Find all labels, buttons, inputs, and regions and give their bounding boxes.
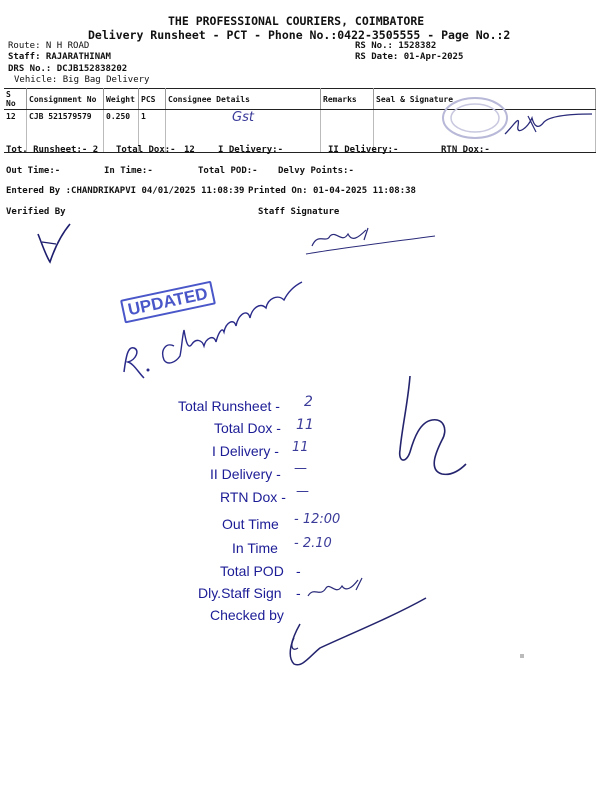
col-consignment: Consignment No [27,89,104,110]
verified-by: Verified By [6,207,66,217]
summary-checked-by-label: Checked by [210,607,284,623]
col-remarks: Remarks [321,89,374,110]
updated-stamp: UPDATED [120,281,216,324]
col-pcs: PCS [139,89,166,110]
summary-ii-delivery-label: II Delivery - [210,466,281,482]
summary-total-dox-label: Total Dox - [214,420,281,436]
in-time: In Time:- [104,166,153,176]
summary-rtn-dox-value: — [296,484,309,499]
route-label: Route: N H ROAD [8,41,90,51]
runsheet-title: Delivery Runsheet - PCT - Phone No.:0422-3505555 - Page No.:2 [88,28,511,42]
col-sno: S No [4,89,27,110]
staff-signature-label: Staff Signature [258,207,340,217]
summary-total-pod-label: Total POD [220,563,284,579]
seal-stamp-signature [420,96,595,146]
tot-runsheet: Tot. Runsheet:- 2 [6,145,99,155]
summary-in-time-value: - 2.10 [294,536,332,551]
cell-weight: 0.250 [104,110,139,153]
verified-by-signature [30,222,80,264]
col-weight: Weight [104,89,139,110]
col-consignee: Consignee Details [166,89,321,110]
delvy-points: Delvy Points:- [278,166,354,176]
handwritten-consignee: Gst [232,110,254,125]
staff-signature-mark [300,222,440,272]
rs-date-label: RS Date: 01-Apr-2025 [355,52,464,62]
out-time: Out Time:- [6,166,61,176]
col-seal: Seal & Signature [374,89,596,110]
i-delivery: I Delivery:- [218,145,284,155]
summary-staff-sign-label: Dly.Staff Sign [198,585,282,601]
company-title: THE PROFESSIONAL COURIERS, COIMBATORE [168,14,425,28]
scan-speck [520,654,524,658]
summary-out-time-value: - 12:00 [294,512,341,527]
total-dox-value: 12 [184,145,195,155]
summary-i-delivery-value: 11 [292,440,309,455]
summary-rtn-dox-label: RTN Dox - [220,489,286,505]
cell-sno: 12 [4,110,27,153]
summary-out-time-label: Out Time [222,516,279,532]
cell-pcs: 1 [139,110,166,153]
vehicle-label: Vehicle: Big Bag Delivery [14,75,150,85]
checked-by-signature [280,594,430,670]
summary-total-pod-value: - [296,563,301,579]
summary-in-time-label: In Time [232,540,278,556]
cell-consignment: CJB 521579579 [27,110,104,153]
ii-delivery: II Delivery:- [328,145,399,155]
total-pod: Total POD:- [198,166,258,176]
summary-staff-sign-dash: - [296,585,301,601]
entered-by: Entered By :CHANDRIKAPVI 04/01/2025 11:08:39 [6,186,245,196]
rs-no-label: RS No.: 1528382 [355,41,437,51]
handwritten-name-signature [118,268,308,380]
drs-no-label: DRS No.: DCJB152838202 [8,64,128,74]
summary-total-dox-value: 11 [296,417,314,433]
large-scribble-signature [390,372,470,480]
summary-ii-delivery-value: — [294,461,307,476]
printed-on: Printed On: 01-04-2025 11:08:38 [248,186,416,196]
rtn-dox: RTN Dox:- [441,145,490,155]
summary-total-runsheet-value: 2 [304,394,313,410]
summary-total-runsheet-label: Total Runsheet - [178,398,280,414]
total-dox-label: Total Dox:- [116,145,176,155]
summary-i-delivery-label: I Delivery - [212,443,279,459]
staff-label: Staff: RAJARATHINAM [8,52,111,62]
